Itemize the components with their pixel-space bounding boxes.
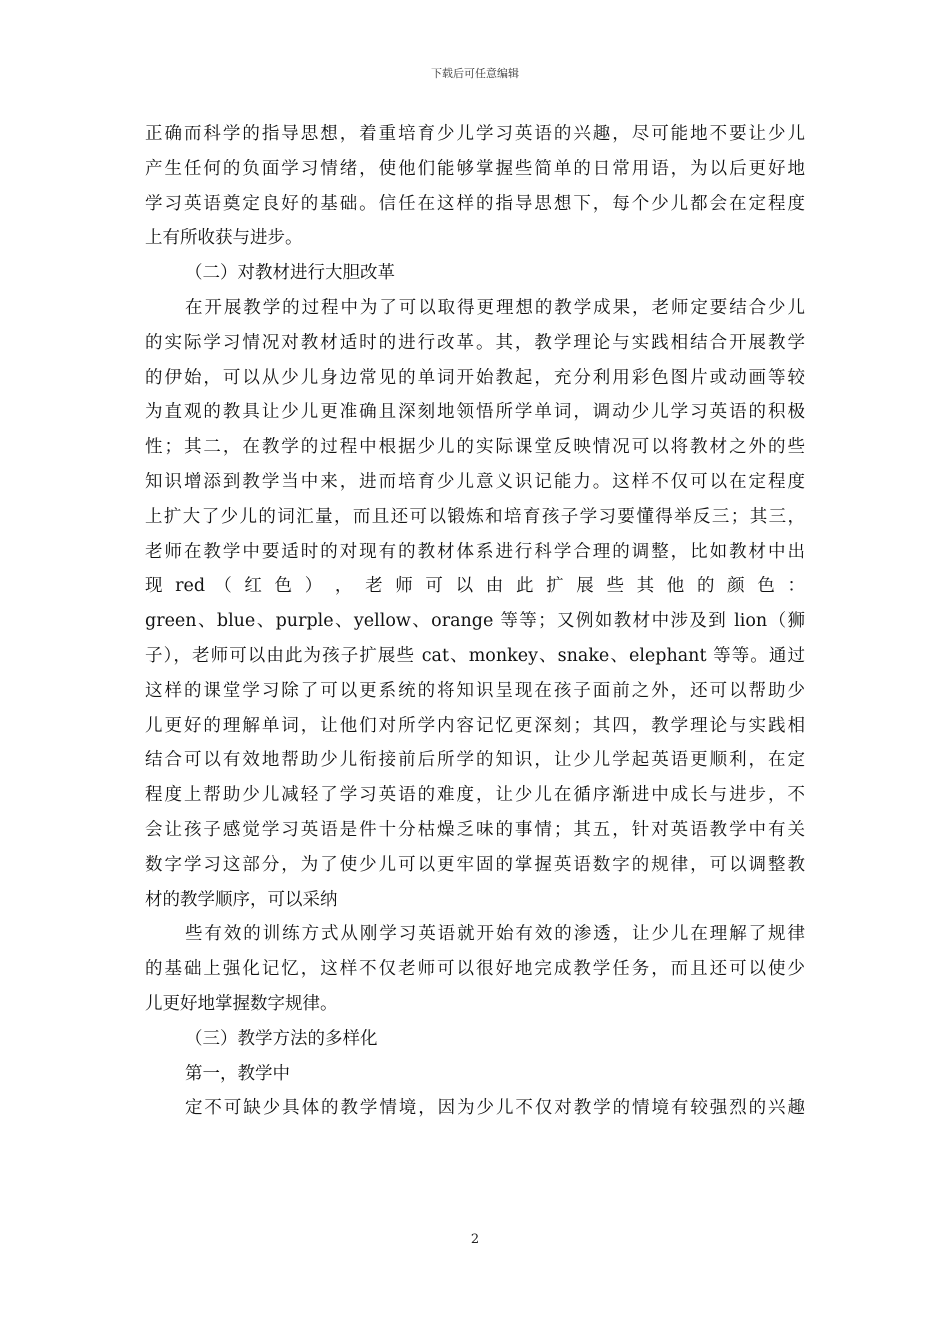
text-line: 老师在教学中要适时的对现有的教材体系进行科学合理的调整，比如教材中出 xyxy=(145,541,805,562)
text-line: 知识增添到教学当中来，进而培育少儿意义识记能力。这样不仅可以在定程度 xyxy=(145,471,805,492)
text-line: （三）教学方法的多样化 xyxy=(185,1028,378,1049)
text-line: 第一，教学中 xyxy=(185,1063,290,1084)
text-line: 数字学习这部分，为了使少儿可以更牢固的掌握英语数字的规律，可以调整教 xyxy=(145,854,805,875)
page-header: 下载后可任意编辑 xyxy=(431,67,519,80)
text-line: 的实际学习情况对教材适时的进行改革。其，教学理论与实践相结合开展教学 xyxy=(145,332,805,353)
text-line: 程度上帮助少儿减轻了学习英语的难度，让少儿在循序渐进中成长与进步，不 xyxy=(145,785,805,806)
document-body xyxy=(145,117,805,1126)
text-line: 学习英语奠定良好的基础。信任在这样的指导思想下，每个少儿都会在定程度 xyxy=(145,193,805,214)
text-line: 的伊始，可以从少儿身边常见的单词开始教起，充分利用彩色图片或动画等较 xyxy=(145,367,805,388)
text-line: 的基础上强化记忆，这样不仅老师可以很好地完成教学任务，而且还可以使少 xyxy=(145,959,805,980)
text-line: （二）对教材进行大胆改革 xyxy=(185,263,395,284)
text-line: 儿更好地掌握数字规律。 xyxy=(145,993,338,1014)
text-line: 些有效的训练方式从刚学习英语就开始有效的渗透，让少儿在理解了规律 xyxy=(185,924,805,945)
text-line: 材的教学顺序，可以采纳 xyxy=(145,889,338,910)
text-line: 上有所收获与进步。 xyxy=(145,228,303,249)
text-line: green、blue、purple、yellow、orange 等等；又例如教材中涉及到 lion（狮 xyxy=(145,611,805,632)
text-line: 定不可缺少具体的教学情境，因为少儿不仅对教学的情境有较强烈的兴趣 xyxy=(185,1098,805,1119)
text-line: 会让孩子感觉学习英语是件十分枯燥乏味的事情；其五，针对英语教学中有关 xyxy=(145,819,805,840)
page-number: 2 xyxy=(470,1232,480,1247)
text-line: 上扩大了少儿的词汇量，而且还可以锻炼和培育孩子学习要懂得举反三；其三， xyxy=(145,506,805,527)
text-line: 正确而科学的指导思想，着重培育少儿学习英语的兴趣，尽可能地不要让少儿 xyxy=(145,124,805,144)
text-line: 在开展教学的过程中为了可以取得更理想的教学成果，老师定要结合少儿 xyxy=(185,297,805,318)
text-line: 产生任何的负面学习情绪，使他们能够掌握些简单的日常用语，为以后更好地 xyxy=(145,158,805,179)
text-line: 结合可以有效地帮助少儿衔接前后所学的知识，让少儿学起英语更顺利，在定 xyxy=(145,750,805,771)
text-line: 子），老师可以由此为孩子扩展些 cat、monkey、snake、elephant 等等。通过 xyxy=(145,645,805,666)
text-line: 现 red （ 红 色 ） ， 老 师 可 以 由 此 扩 展 些 其 他 的 颜 色 ： xyxy=(145,576,805,597)
text-line: 为直观的教具让少儿更准确且深刻地领悟所学单词，调动少儿学习英语的积极 xyxy=(145,402,805,423)
text-line: 儿更好的理解单词，让他们对所学内容记忆更深刻；其四，教学理论与实践相 xyxy=(145,715,805,736)
text-line: 这样的课堂学习除了可以更系统的将知识呈现在孩子面前之外，还可以帮助少 xyxy=(145,680,805,701)
text-line: 性；其二，在教学的过程中根据少儿的实际课堂反映情况可以将教材之外的些 xyxy=(145,437,805,458)
